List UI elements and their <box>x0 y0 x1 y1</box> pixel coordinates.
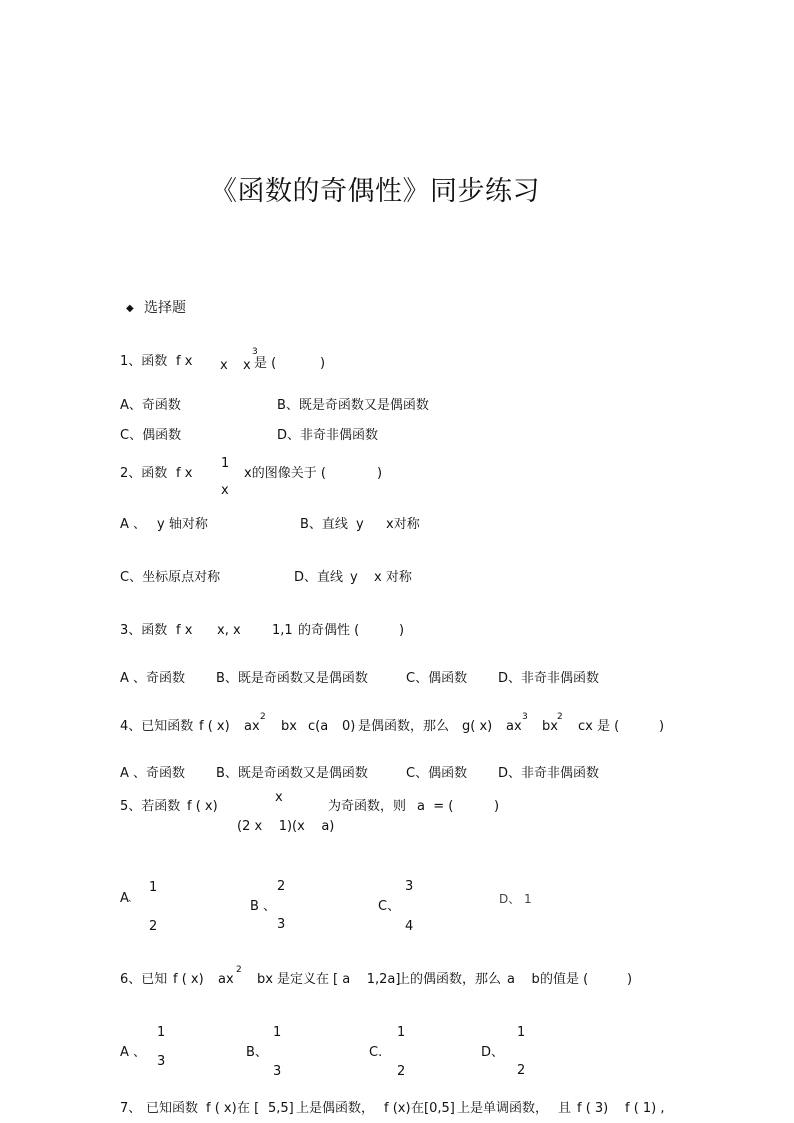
q5-tail: 为奇函数，则 <box>328 799 407 814</box>
q4-option-d: D、非奇非偶函数 <box>498 766 600 781</box>
q1-option-c: C、偶函数 <box>120 428 182 443</box>
q7-function-3: f ( 3) <box>577 1101 609 1116</box>
q7-function-2: f (x) <box>384 1101 411 1116</box>
q6-option-a-numerator: 1 <box>157 1025 166 1040</box>
q4-option-c: C、偶函数 <box>406 766 468 781</box>
q5-stem: 5、若函数 <box>120 799 181 814</box>
q5-fraction-numerator: x <box>275 790 283 805</box>
q5-option-b-label: B 、 <box>250 899 277 914</box>
q1-stem: 1、函数 <box>120 354 168 369</box>
q1-tail: 是 ( <box>254 356 277 371</box>
q1-option-a: A、奇函数 <box>120 398 181 413</box>
q3-option-d: D、非奇非偶函数 <box>498 671 600 686</box>
q6-ax: ax <box>218 972 234 987</box>
q1-option-b: B、既是奇函数又是偶函数 <box>277 398 429 413</box>
q2-stem: 2、函数 <box>120 466 168 481</box>
q6-tail2: 的值是 ( <box>540 972 589 987</box>
q3-close: ) <box>399 623 405 638</box>
q7-text-6: 且 <box>558 1101 572 1116</box>
q5-fraction-denominator: (2 x 1)(x a) <box>237 819 335 834</box>
section-heading: 选择题 <box>144 300 186 316</box>
q2-fraction-numerator: 1 <box>221 456 230 471</box>
q1-close: ) <box>320 356 326 371</box>
q5-option-b-numerator: 2 <box>277 879 286 894</box>
q6-option-b-label: B、 <box>246 1045 268 1060</box>
q4-mid: 是偶函数，那么 <box>358 719 450 734</box>
q2-tail: x的图像关于 ( <box>244 466 326 481</box>
q7-text-5: 上是单调函数， <box>457 1101 549 1116</box>
q7-text-2: 在 [ <box>237 1101 260 1116</box>
q6-option-a-label: A 、 <box>120 1045 147 1060</box>
q4-ax: ax <box>244 719 260 734</box>
q4-option-a: A 、奇函数 <box>120 766 186 781</box>
q2-option-c: C、坐标原点对称 <box>120 570 221 585</box>
q2-option-d-text: x 对称 <box>374 570 412 585</box>
q6-option-d-label: D、 <box>481 1045 505 1060</box>
q7-function-1: f ( x) <box>206 1101 237 1116</box>
q2-function: f x <box>176 466 193 481</box>
q1-option-d: D、非奇非偶函数 <box>277 428 379 443</box>
q7-stem: 7、 <box>120 1101 142 1116</box>
q6-function: f ( x) <box>173 972 204 987</box>
q6-option-c-denominator: 2 <box>397 1064 406 1079</box>
q5-close: ) <box>494 799 500 814</box>
q7-text-4: 在[0,5] <box>411 1101 455 1116</box>
q4-close: ) <box>659 719 665 734</box>
q5-option-d: D、 1 <box>499 892 532 906</box>
q6-option-c-label: C. <box>369 1045 383 1060</box>
q4-g-function: g( x) <box>462 719 493 734</box>
q4-tail: 是 ( <box>597 719 620 734</box>
q5-function: f ( x) <box>187 799 218 814</box>
q3-function: f x <box>176 623 193 638</box>
q6-a-b: a b <box>507 972 540 987</box>
q3-option-c: C、偶函数 <box>406 671 468 686</box>
q5-option-a-numerator: 1 <box>149 880 158 895</box>
q2-option-d-y: y <box>350 570 358 585</box>
q6-option-d-denominator: 2 <box>517 1063 526 1078</box>
q4-stem: 4、已知函数 <box>120 719 194 734</box>
q1-x2: x <box>243 358 251 373</box>
q6-option-b-denominator: 3 <box>273 1064 282 1079</box>
q4-c: c(a <box>308 719 329 734</box>
q6-option-a-denominator: 3 <box>157 1054 166 1069</box>
q3-tail: 的奇偶性 ( <box>298 623 360 638</box>
q5-option-c-numerator: 3 <box>405 879 414 894</box>
q1-x1: x <box>220 358 228 373</box>
q5-option-a-dot: 、 <box>128 894 138 904</box>
q6-bx: bx <box>257 972 273 987</box>
q4-zero: 0) <box>342 719 356 734</box>
q6-tail: 上的偶函数，那么 <box>397 972 502 987</box>
q7-interval: 5,5] <box>268 1101 294 1116</box>
q3-option-a: A 、奇函数 <box>120 671 186 686</box>
q3-stem: 3、函数 <box>120 623 168 638</box>
q6-exponent: 2 <box>236 965 242 975</box>
q6-close: ) <box>627 972 633 987</box>
q3-expression: x, x <box>217 623 241 638</box>
q6-interval: [ a 1,2a] <box>333 972 401 987</box>
q4-bx: bx <box>281 719 297 734</box>
q4-ax3: ax <box>506 719 522 734</box>
q5-option-b-denominator: 3 <box>277 917 286 932</box>
q5-option-c-label: C、 <box>378 899 401 914</box>
q4-exponent-3: 2 <box>557 712 563 722</box>
diamond-bullet-icon: ◆ <box>126 303 134 314</box>
q2-option-b-text: x对称 <box>386 517 420 532</box>
q4-exponent-2: 3 <box>522 712 528 722</box>
q4-cx: cx <box>578 719 593 734</box>
q4-option-b: B、既是奇函数又是偶函数 <box>216 766 368 781</box>
q2-option-b-label: B、直线 <box>300 517 348 532</box>
q3-interval: 1,1 <box>272 623 293 638</box>
q2-fraction-denominator: x <box>221 483 229 498</box>
q2-option-a-text: y 轴对称 <box>157 517 208 532</box>
q3-option-b: B、既是奇函数又是偶函数 <box>216 671 368 686</box>
q6-option-b-numerator: 1 <box>273 1025 282 1040</box>
q1-exponent: 3 <box>252 347 258 357</box>
q1-function: f x <box>176 354 193 369</box>
q7-function-4: f ( 1) , <box>625 1101 665 1116</box>
q6-mid: 是定义在 <box>277 972 330 987</box>
q6-option-c-numerator: 1 <box>397 1025 406 1040</box>
q7-text-3: 上是偶函数， <box>296 1101 375 1116</box>
q6-stem: 6、已知 <box>120 972 168 987</box>
q5-option-a-denominator: 2 <box>149 919 158 934</box>
q5-option-c-denominator: 4 <box>405 919 414 934</box>
q4-exponent-1: 2 <box>260 712 266 722</box>
q2-option-d-label: D、直线 <box>294 570 344 585</box>
q2-option-b-y: y <box>356 517 364 532</box>
page-title: 《函数的奇偶性》同步练习 <box>210 176 540 207</box>
q5-option-a-label: A <box>120 891 129 906</box>
q6-option-d-numerator: 1 <box>517 1025 526 1040</box>
q5-a: a = ( <box>417 799 454 814</box>
q2-option-a-label: A 、 <box>120 517 147 532</box>
q2-close: ) <box>377 466 383 481</box>
q4-function: f ( x) <box>199 719 230 734</box>
q7-text-1: 已知函数 <box>146 1101 199 1116</box>
q4-bx2: bx <box>542 719 558 734</box>
